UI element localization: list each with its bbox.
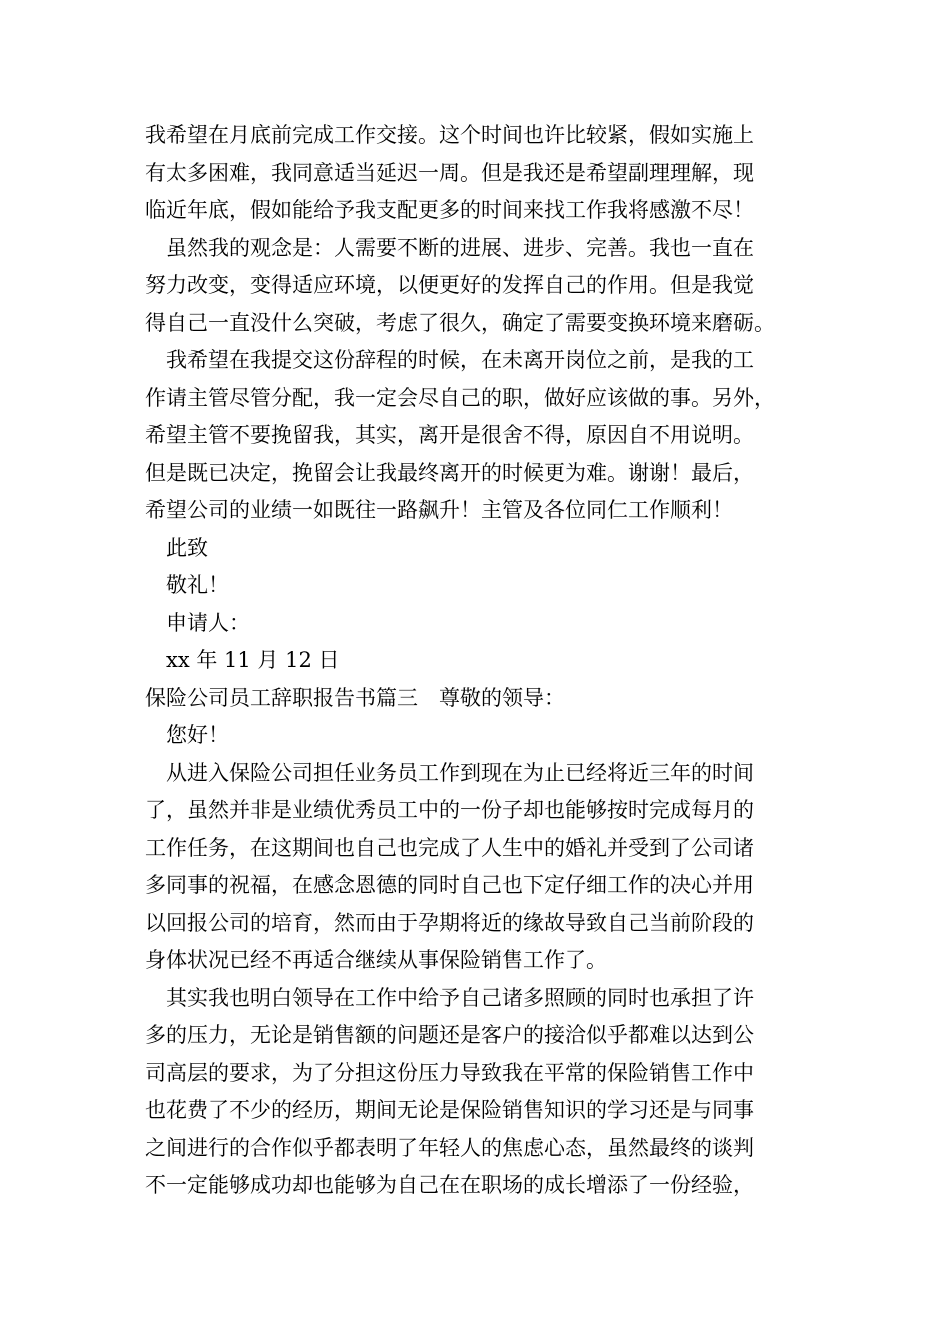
text-line: 多同事的祝福，在感念恩德的同时自己也下定仔细工作的决心并用 [145,873,754,897]
text-line: 申请人： [145,610,250,635]
text-line: 敬礼！ [145,573,229,597]
text-line: 身体状况已经不再适合继续从事保险销售工作了。 [145,948,607,972]
text-line: 从进入保险公司担任业务员工作到现在为止已经将近三年的时间 [145,760,754,785]
text-line: 临近年底，假如能给予我支配更多的时间来找工作我将感激不尽！ [145,198,754,222]
text-line: 之间进行的合作似乎都表明了年轻人的焦虑心态，虽然最终的谈判 [145,1135,754,1160]
text-line: xx 年 11 月 12 日 [145,648,340,672]
text-line: 但是既已决定，挽留会让我最终离开的时候更为难。谢谢！最后， [145,460,754,485]
text-line: 努力改变，变得适应环境，以便更好的发挥自己的作用。但是我觉 [145,273,754,297]
text-line: 虽然我的观念是：人需要不断的进展、进步、完善。我也一直在 [145,235,754,260]
text-line: 有太多困难，我同意适当延迟一周。但是我还是希望副理理解，现 [145,160,754,185]
text-line: 作请主管尽管分配，我一定会尽自己的职，做好应该做的事。另外， [145,385,775,410]
text-line: 其实我也明白领导在工作中给予自己诸多照顾的同时也承担了许 [145,985,754,1010]
text-line: 我希望在我提交这份辞程的时候，在未离开岗位之前，是我的工 [145,348,754,372]
text-line: 我希望在月底前完成工作交接。这个时间也许比较紧，假如实施上 [145,123,754,147]
section-heading-line: 保险公司员工辞职报告书篇三 尊敬的领导： [145,685,565,710]
text-line: 您好！ [145,723,229,747]
text-line: 得自己一直没什么突破，考虑了很久，确定了需要变换环境来磨砺。 [145,310,775,335]
text-line: 了，虽然并非是业绩优秀员工中的一份子却也能够按时完成每月的 [145,798,754,822]
text-line: 司高层的要求，为了分担这份压力导致我在平常的保险销售工作中 [145,1060,754,1085]
text-line: 不一定能够成功却也能够为自己在在职场的成长增添了一份经验， [145,1173,754,1197]
text-line: 也花费了不少的经历，期间无论是保险销售知识的学习还是与同事 [145,1098,754,1122]
text-line: 工作任务，在这期间也自己也完成了人生中的婚礼并受到了公司诸 [145,835,754,860]
text-line: 多的压力，无论是销售额的问题还是客户的接洽似乎都难以达到公 [145,1023,754,1047]
text-line: 以回报公司的培育，然而由于孕期将近的缘故导致自己当前阶段的 [145,910,754,935]
text-line: 希望公司的业绩一如既往一路飙升！主管及各位同仁工作顺利！ [145,498,733,522]
document-body [145,117,830,1205]
text-line: 此致 [145,535,208,560]
text-line: 希望主管不要挽留我，其实，离开是很舍不得，原因自不用说明。 [145,423,754,447]
